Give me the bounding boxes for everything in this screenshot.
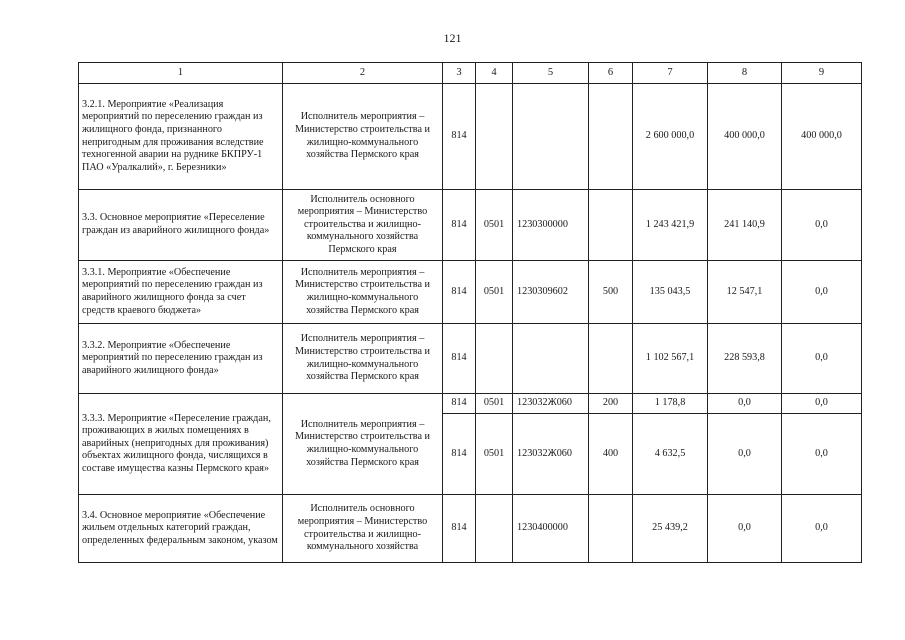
- cell-section-code: [476, 324, 513, 394]
- cell-amount-7: 135 043,5: [633, 261, 708, 324]
- cell-amount-9: 0,0: [782, 394, 862, 414]
- cell-amount-8: 400 000,0: [708, 84, 782, 190]
- executor: Исполнитель мероприятия – Министерство строительства и жилищно-коммунального хозяйства Пермского края: [283, 84, 443, 190]
- header-col-5: 5: [513, 63, 589, 84]
- cell-amount-7: 4 632,5: [633, 414, 708, 495]
- cell-amount-8: 0,0: [708, 495, 782, 563]
- cell-amount-9: 0,0: [782, 190, 862, 261]
- cell-expense-type: [589, 324, 633, 394]
- table-row: [79, 394, 862, 414]
- cell-target-code: 1230309602: [513, 261, 589, 324]
- cell-target-code: 1230300000: [513, 190, 589, 261]
- cell-amount-9: 0,0: [782, 414, 862, 495]
- table-row: [79, 261, 862, 324]
- cell-section-code: 0501: [476, 414, 513, 495]
- executor: Исполнитель мероприятия – Министерство строительства и жилищно-коммунального хозяйства Пермского края: [283, 261, 443, 324]
- cell-ministry-code: 814: [443, 261, 476, 324]
- cell-amount-8: 12 547,1: [708, 261, 782, 324]
- cell-amount-9: 0,0: [782, 261, 862, 324]
- header-col-2: 2: [283, 63, 443, 84]
- cell-expense-type: [589, 84, 633, 190]
- cell-ministry-code: 814: [443, 324, 476, 394]
- page-number: 121: [443, 31, 462, 45]
- header-col-1: 1: [79, 63, 283, 84]
- cell-amount-7: 1 102 567,1: [633, 324, 708, 394]
- table-row: [79, 190, 862, 261]
- executor: Исполнитель основного мероприятия – Министерство строительства и жилищно-коммунального хозяйства Пермского края: [283, 190, 443, 261]
- cell-section-code: 0501: [476, 261, 513, 324]
- header-col-7: 7: [633, 63, 708, 84]
- cell-amount-8: 0,0: [708, 414, 782, 495]
- executor: Исполнитель мероприятия – Министерство строительства и жилищно-коммунального хозяйства Пермского края: [283, 324, 443, 394]
- activity-name: 3.3.1. Мероприятие «Обеспечение мероприятий по переселению граждан из аварийного жилищного фонда за счет средств краевого бюджета»: [79, 261, 283, 324]
- header-col-6: 6: [589, 63, 633, 84]
- header-col-4: 4: [476, 63, 513, 84]
- cell-ministry-code: 814: [443, 190, 476, 261]
- header-col-8: 8: [708, 63, 782, 84]
- executor: Исполнитель основного мероприятия – Министерство строительства и жилищно-коммунального хозяйства: [283, 495, 443, 563]
- cell-section-code: 0501: [476, 190, 513, 261]
- cell-target-code: 123032Ж060: [513, 394, 589, 414]
- table-row: [79, 324, 862, 394]
- header-row: [79, 63, 862, 84]
- activity-name: 3.3.2. Мероприятие «Обеспечение мероприятий по переселению граждан из аварийного жилищного фонда»: [79, 324, 283, 394]
- cell-amount-9: 0,0: [782, 324, 862, 394]
- header-col-3: 3: [443, 63, 476, 84]
- cell-target-code: 123032Ж060: [513, 414, 589, 495]
- cell-section-code: 0501: [476, 394, 513, 414]
- cell-expense-type: 500: [589, 261, 633, 324]
- cell-expense-type: [589, 190, 633, 261]
- cell-amount-7: 2 600 000,0: [633, 84, 708, 190]
- activity-name: 3.4. Основное мероприятие «Обеспечение жильем отдельных категорий граждан, определенных федеральным законом, указом: [79, 495, 283, 563]
- activity-name: 3.3. Основное мероприятие «Переселение граждан из аварийного жилищного фонда»: [79, 190, 283, 261]
- cell-section-code: [476, 495, 513, 563]
- cell-ministry-code: 814: [443, 495, 476, 563]
- cell-expense-type: [589, 495, 633, 563]
- table-row: [79, 495, 862, 563]
- cell-ministry-code: 814: [443, 414, 476, 495]
- budget-table: [78, 62, 862, 563]
- cell-amount-7: 25 439,2: [633, 495, 708, 563]
- cell-amount-7: 1 243 421,9: [633, 190, 708, 261]
- cell-target-code: [513, 324, 589, 394]
- cell-target-code: 1230400000: [513, 495, 589, 563]
- cell-amount-9: 0,0: [782, 495, 862, 563]
- executor: Исполнитель мероприятия – Министерство строительства и жилищно-коммунального хозяйства Пермского края: [283, 394, 443, 495]
- cell-amount-8: 241 140,9: [708, 190, 782, 261]
- table-row: [79, 84, 862, 190]
- cell-amount-8: 0,0: [708, 394, 782, 414]
- activity-name: 3.3.3. Мероприятие «Переселение граждан, проживающих в жилых помещениях в аварийных (непригодных для проживания) объектах жилищного фонда, числящихся в составе имущества казны Пермского края»: [79, 394, 283, 495]
- cell-target-code: [513, 84, 589, 190]
- header-col-9: 9: [782, 63, 862, 84]
- cell-expense-type: 200: [589, 394, 633, 414]
- activity-name: 3.2.1. Мероприятие «Реализация мероприятий по переселению граждан из жилищного фонда, признанного непригодным для проживания вследствие техногенной аварии на руднике БКПРУ-1 ПАО «Уралкалий», г. Березники»: [79, 84, 283, 190]
- cell-ministry-code: 814: [443, 84, 476, 190]
- cell-amount-9: 400 000,0: [782, 84, 862, 190]
- cell-expense-type: 400: [589, 414, 633, 495]
- cell-section-code: [476, 84, 513, 190]
- cell-ministry-code: 814: [443, 394, 476, 414]
- cell-amount-8: 228 593,8: [708, 324, 782, 394]
- cell-amount-7: 1 178,8: [633, 394, 708, 414]
